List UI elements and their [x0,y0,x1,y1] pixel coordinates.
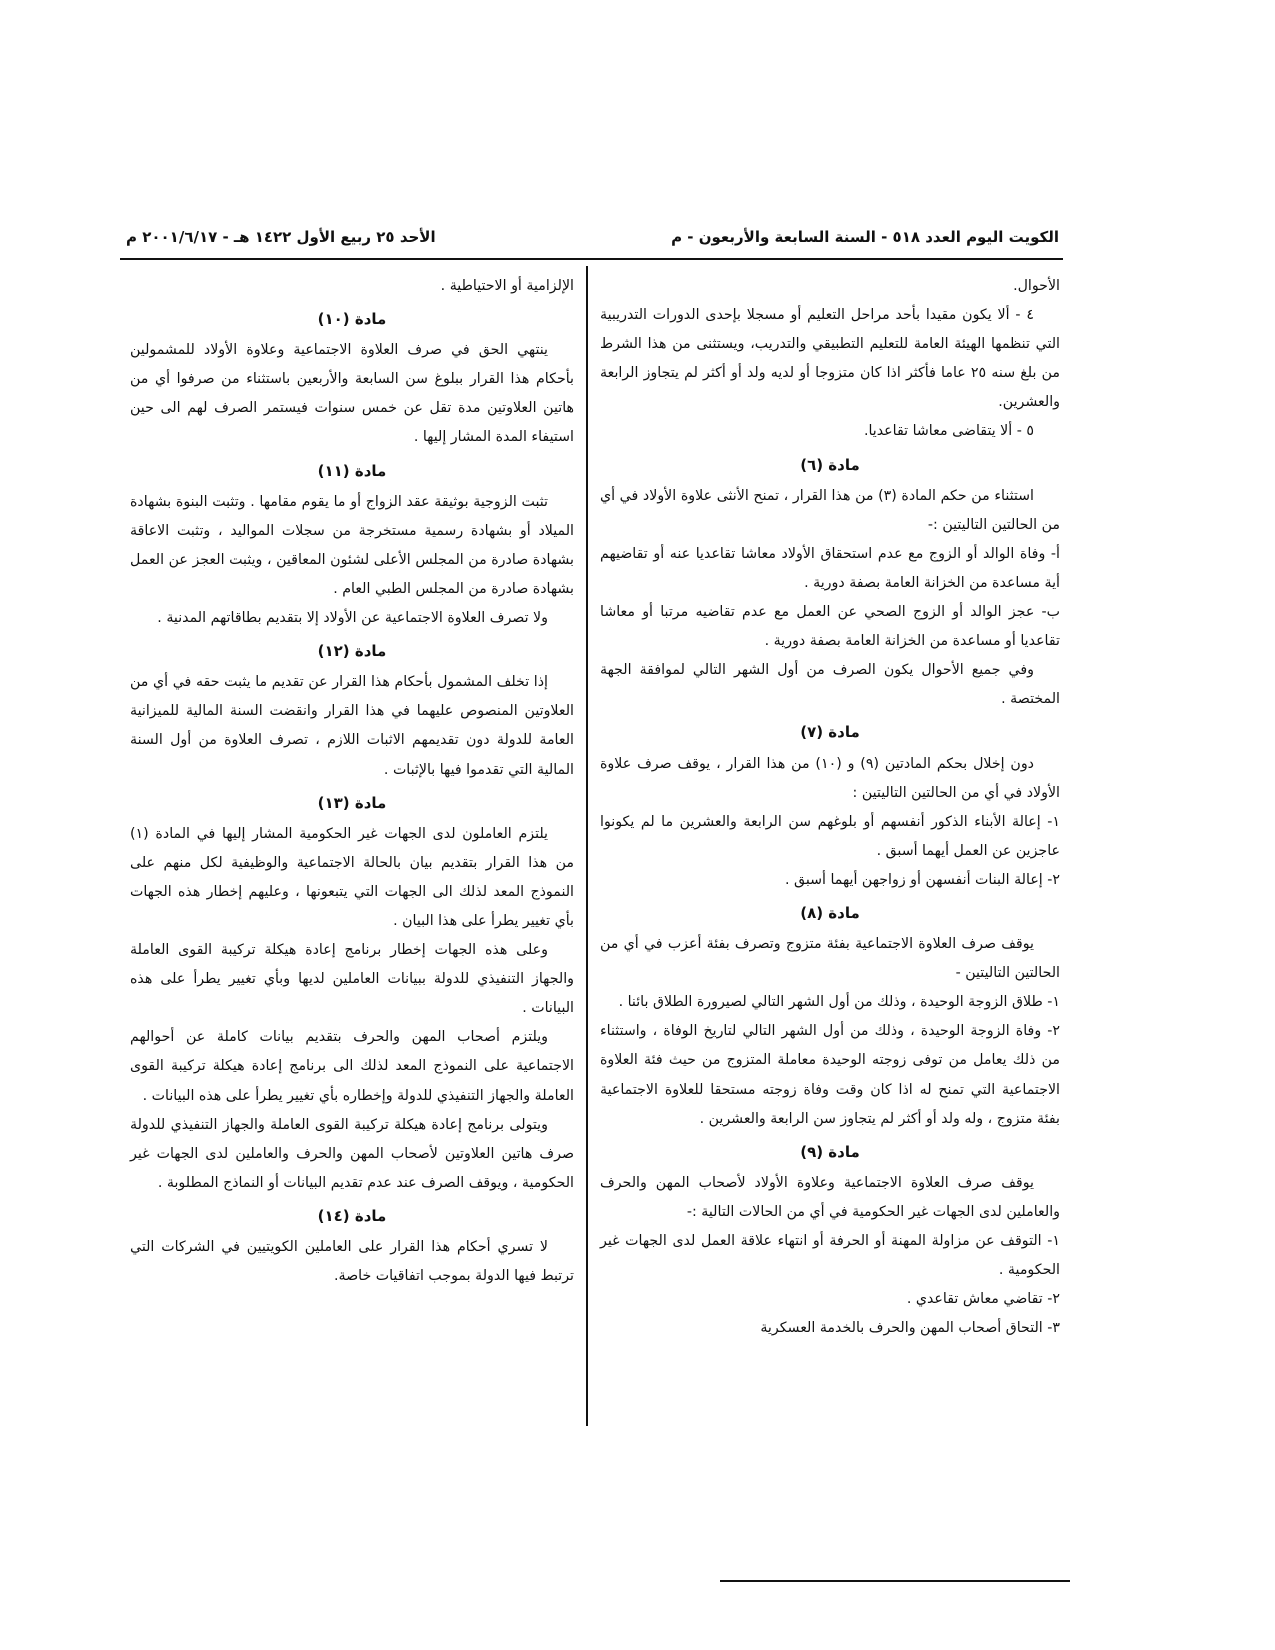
paragraph: ١- طلاق الزوجة الوحيدة ، وذلك من أول الشهر التالي لصيرورة الطلاق بائنا . [618,994,1060,1011]
paragraph: ٢- إعالة البنات أنفسهن أو زواجهن أيهما أسبق . [784,871,1060,888]
column-divider [586,266,588,1426]
paragraph: وعلى هذه الجهات إخطار برنامج إعادة هيكلة تركيبة القوى العاملة والجهاز التنفيذي للدولة ببيانات العاملين لديها وبأي تغيير يطرأ على هذه البيانات . [130,942,574,1017]
paragraph: ٣- التحاق أصحاب المهن والحرف بالخدمة العسكرية [760,1320,1060,1337]
paragraph: ينتهي الحق في صرف العلاوة الاجتماعية وعلاوة الأولاد للمشمولين بأحكام هذا القرار ببلوغ سن السابعة والأربعين باستثناء من صرفوا أي من هاتين العلاوتين مدة تقل عن خمس سنوات فيستمر الصرف لهم الى حين استيفاء المدة المشار إليها . [130,342,574,446]
paragraph: ب- عجز الوالد أو الزوج الصحي عن العمل مع عدم تقاضيه مرتبا أو معاشا تقاعديا أو مساعدة من الخزانة العامة بصفة دورية . [600,604,1060,650]
article-heading: مادة (١٠) [317,310,387,329]
paragraph: الإلزامية أو الاحتياطية . [440,278,574,294]
article-heading: مادة (١٣) [317,793,387,812]
paragraph: استثناء من حكم المادة (٣) من هذا القرار ، تمنح الأنثى علاوة الأولاد في أي من الحالتين التاليتين :- [600,487,1060,533]
paragraph: أ- وفاة الوالد أو الزوج مع عدم استحقاق الأولاد معاشا تقاعديا عنه أو تقاضيهم أية مساعدة من الخزانة العامة بصفة دورية . [600,545,1060,591]
left-column [130,272,574,1291]
paragraph: ١- التوقف عن مزاولة المهنة أو الحرفة أو انتهاء علاقة العمل لدى الجهات غير الحكومية . [600,1233,1060,1279]
paragraph: ولا تصرف العلاوة الاجتماعية عن الأولاد إلا بتقديم بطاقاتهم المدنية . [157,610,548,627]
article-heading: مادة (١٢) [317,642,387,661]
header-date: الأحد ٢٥ ربيع الأول ١٤٢٢ هـ - ٢٠٠١/٦/١٧ م [126,228,436,246]
paragraph: الأحوال. [1013,278,1060,294]
paragraph: ويلتزم أصحاب المهن والحرف بتقديم بيانات كاملة عن أحوالهم الاجتماعية على النموذج المعد لذلك الى برنامج إعادة هيكلة تركيبة القوى العاملة والجهاز التنفيذي للدولة وإخطاره بأي تغيير يطرأ على هذه البيانات . [130,1029,574,1104]
paragraph: ويتولى برنامج إعادة هيكلة تركيبة القوى العاملة والجهاز التنفيذي للدولة صرف هاتين العلاوتين لأصحاب المهن والحرف والعاملين لدى الجهات غير الحكومية ، ويوقف الصرف عند عدم تقديم البيانات أو النماذج المطلوبة . [130,1116,574,1191]
footer-rule [720,1580,1070,1582]
header-rule [120,258,1063,260]
paragraph: ٢- وفاة الزوجة الوحيدة ، وذلك من أول الشهر التالي لتاريخ الوفاة ، واستثناء من ذلك يعامل من توفى زوجته الوحيدة معاملة المتزوج من حيث فئة العلاوة الاجتماعية التي تمنح له اذا كان وقت وفاة زوجته مستحقا للعلاوة الاجتماعية بفئة متزوج ، وله ولد أو أكثر لم يتجاوز سن الرابعة والعشرين . [600,1023,1060,1127]
paragraph: دون إخلال بحكم المادتين (٩) و (١٠) من هذا القرار ، يوقف صرف علاوة الأولاد في أي من الحالتين التاليتين : [600,755,1060,801]
paragraph: ٥ - ألا يتقاضى معاشا تقاعديا. [863,423,1034,440]
paragraph: إذا تخلف المشمول بأحكام هذا القرار عن تقديم ما يثبت حقه في أي من العلاوتين المنصوص عليهما في هذا القرار وانقضت السنة المالية للميزانية العامة للدولة دون تقديمهم الاثبات اللازم ، تصرف العلاوة من أول السنة المالية التي تقدموا فيها بالإثبات . [130,674,574,778]
paragraph: ١- إعالة الأبناء الذكور أنفسهم أو بلوغهم سن الرابعة والعشرين ما لم يكونوا عاجزين عن العمل أيهما أسبق . [600,813,1060,859]
article-heading: مادة (٦) [800,455,860,474]
paragraph: ٢- تقاضي معاش تقاعدي . [906,1291,1060,1308]
article-heading: مادة (٨) [800,903,860,922]
article-heading: مادة (١١) [317,461,387,480]
paragraph: ٤ - ألا يكون مقيدا بأحد مراحل التعليم أو مسجلا بإحدى الدورات التدريبية التي تنظمها الهيئة العامة للتعليم التطبيقي والتدريب، ويستثنى من هذا الشرط من بلغ سنه ٢٥ عاما فأكثر اذا كان متزوجا أو لديه ولد أو أكثر لم يتجاوز الرابعة والعشرين. [600,307,1060,411]
article-heading: مادة (١٤) [317,1206,387,1225]
right-column [600,272,1060,1343]
paragraph: يوقف صرف العلاوة الاجتماعية بفئة متزوج وتصرف بفئة أعزب في أي من الحالتين التاليتين - [600,936,1060,982]
paragraph: تثبت الزوجية بوثيقة عقد الزواج أو ما يقوم مقامها . وتثبت البنوة بشهادة الميلاد أو بشهادة رسمية مستخرجة من سجلات المواليد ، وتثبت الاعاقة بشهادة صادرة من المجلس الأعلى لشئون المعاقين ، ويثبت العجز عن العمل بشهادة صادرة من المجلس الطبي العام . [130,493,574,597]
article-heading: مادة (٧) [800,723,860,742]
paragraph: وفي جميع الأحوال يكون الصرف من أول الشهر التالي لموافقة الجهة المختصة . [600,662,1060,708]
paragraph: يوقف صرف العلاوة الاجتماعية وعلاوة الأولاد لأصحاب المهن والحرف والعاملين لدى الجهات غير الحكومية في أي من الحالات التالية :- [600,1174,1060,1220]
article-heading: مادة (٩) [800,1142,860,1161]
header-issue-info: الكويت اليوم العدد ٥١٨ - السنة السابعة والأربعون - م [671,228,1059,246]
paragraph: لا تسري أحكام هذا القرار على العاملين الكويتيين في الشركات التي ترتبط فيها الدولة بموجب اتفاقيات خاصة. [130,1239,574,1285]
paragraph: يلتزم العاملون لدى الجهات غير الحكومية المشار إليها في المادة (١) من هذا القرار بتقديم بيان بالحالة الاجتماعية والوظيفية لكل منهم على النموذج المعد لذلك الى الجهات التي يتبعونها ، وعليهم إخطار هذه الجهات بأي تغيير يطرأ على هذا البيان . [130,825,574,929]
